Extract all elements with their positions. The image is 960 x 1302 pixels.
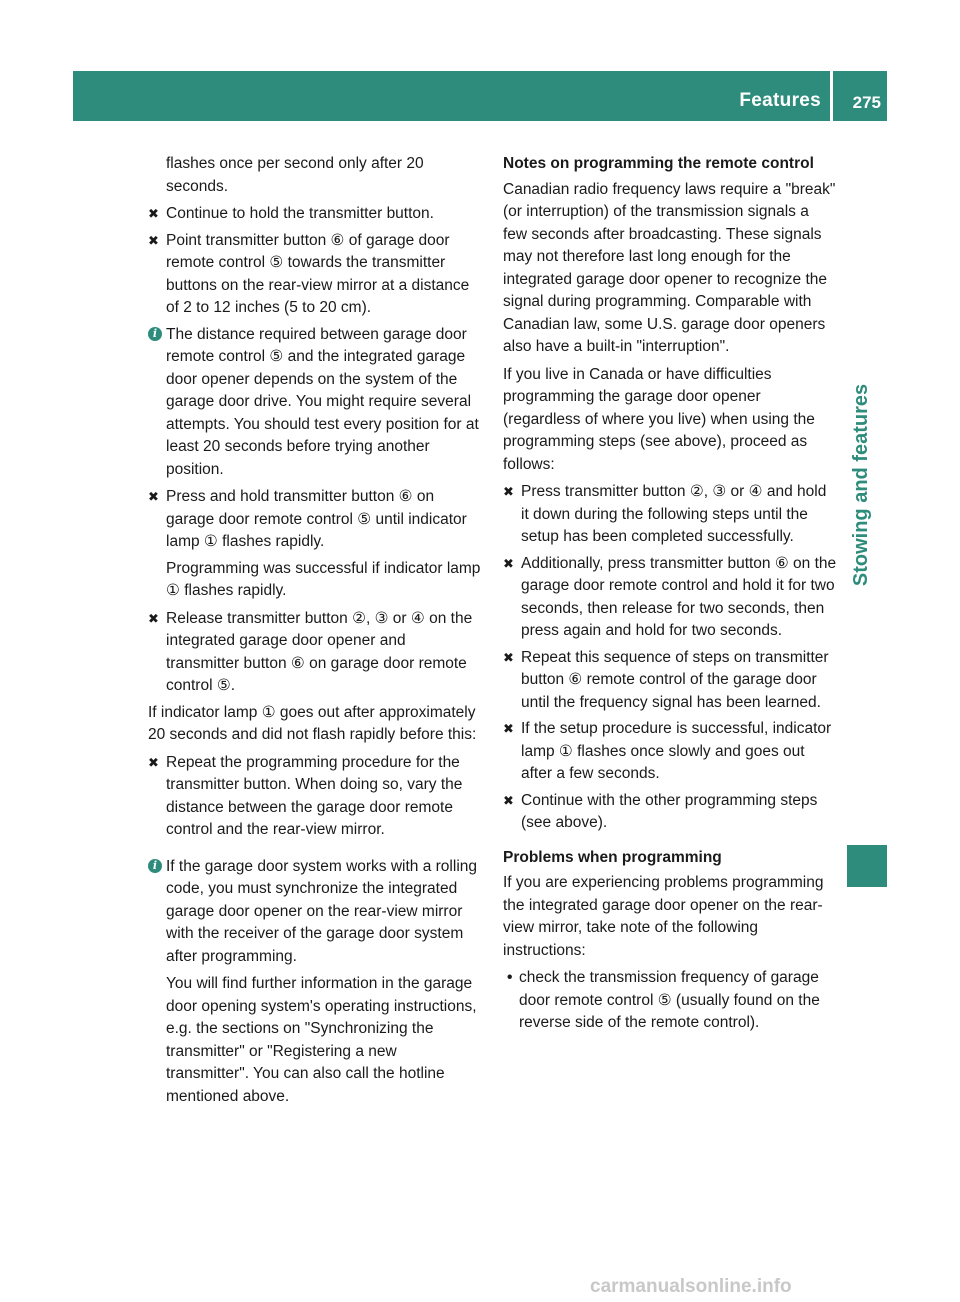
step-result: Programming was successful if indicator lamp ① flashes rapidly.	[166, 559, 481, 599]
intro-text: flashes once per second only after 20 seconds.	[166, 155, 424, 195]
instruction-step: ✖ Press and hold transmitter button ⑥ on garage door remote control ⑤ until indicator lamp ① flashes rapidly.	[148, 488, 467, 550]
step-arrow-icon: ✖	[148, 754, 159, 770]
bullet-dot-icon: •	[507, 969, 513, 986]
info-note: i If the garage door system works with a rolling code, you must synchronize the integrated garage door opener on the rear-view mirror with the receiver of the garage door system after programming.	[148, 856, 482, 969]
section-title: Features	[739, 90, 821, 111]
step-arrow-icon: ✖	[148, 206, 159, 221]
instruction-step: ✖ Continue to hold the transmitter button.	[148, 203, 482, 226]
instruction-step: ✖ Repeat this sequence of steps on transmitter button ⑥ remote control of the garage door until the frequency signal has been learned.	[503, 648, 829, 711]
header-divider	[830, 71, 833, 121]
body-paragraph: If you are experiencing problems programming the integrated garage door opener on the rear-view mirror, take note of the following instructions:	[503, 874, 824, 959]
left-column	[148, 153, 482, 1113]
right-column	[503, 153, 837, 1039]
chapter-marker	[847, 845, 887, 887]
step-arrow-icon: ✖	[503, 555, 514, 571]
step-arrow-icon: ✖	[503, 792, 514, 808]
step-arrow-icon: ✖	[503, 484, 514, 499]
step-arrow-icon: ✖	[148, 610, 159, 626]
instruction-step: ✖ Press transmitter button ②, ③ or ④ and hold it down during the following steps until the setup has been completed successfully.	[503, 483, 827, 545]
step-arrow-icon: ✖	[148, 489, 159, 504]
instruction-step: ✖ Repeat the programming procedure for the transmitter button. When doing so, vary the distance between the garage door remote control and the rear-view mirror.	[148, 753, 463, 838]
bullet-item: • check the transmission frequency of garage door remote control ⑤ (usually found on the reverse side of the remote control).	[507, 969, 820, 1031]
page-number: 275	[852, 93, 881, 112]
info-icon: i	[148, 859, 162, 873]
info-icon: i	[148, 327, 162, 341]
body-paragraph: Canadian radio frequency laws require a "break" (or interruption) of the transmission signals a few seconds after broadcasting. These signals may not therefore last long enough for the integrated garage door opener to recognize the signal during programming. Comparable with Canadian law, some U.S. garage door openers also have a built-in "interruption".	[503, 180, 836, 355]
step-arrow-icon: ✖	[503, 721, 514, 736]
instruction-step: ✖ Continue with the other programming steps (see above).	[503, 791, 818, 831]
step-arrow-icon: ✖	[503, 649, 514, 665]
watermark: carmanualsonline.info	[590, 1276, 792, 1297]
body-paragraph: If you live in Canada or have difficulties programming the garage door opener (regardless of where you live) when using the programming steps (see above), proceed as follows:	[503, 365, 815, 473]
instruction-step: ✖ Release transmitter button ②, ③ or ④ on the integrated garage door opener and transmitter button ⑥ on garage door remote control ⑤.	[148, 609, 473, 694]
chapter-label: Stowing and features	[849, 383, 872, 586]
body-paragraph: If indicator lamp ① goes out after approximately 20 seconds and did not flash rapidly before this:	[148, 703, 477, 743]
section-heading: Notes on programming the remote control	[503, 155, 814, 172]
info-note: i The distance required between garage door remote control ⑤ and the integrated garage door opener depends on the system of the garage door drive. You might require several attempts. You should test every position for at least 20 seconds before trying another position.	[148, 324, 482, 482]
instruction-step: ✖ Point transmitter button ⑥ of garage door remote control ⑤ towards the transmitter buttons on the rear-view mirror at a distance of 2 to 12 inches (5 to 20 cm).	[148, 231, 470, 316]
section-heading: Problems when programming	[503, 848, 722, 866]
note-continuation: You will find further information in the garage door opening system's operating instructions, e.g. the sections on "Synchronizing the transmitter" or "Registering a new transmitter". You can also call the hotline mentioned above.	[166, 975, 477, 1105]
step-arrow-icon: ✖	[148, 232, 159, 248]
instruction-step: ✖ Additionally, press transmitter button ⑥ on the garage door remote control and hold it for two seconds, then release for two seconds, then press again and hold for two seconds.	[503, 554, 837, 639]
page-header	[73, 71, 887, 121]
instruction-step: ✖ If the setup procedure is successful, indicator lamp ① flashes once slowly and goes out after a few seconds.	[503, 720, 832, 782]
